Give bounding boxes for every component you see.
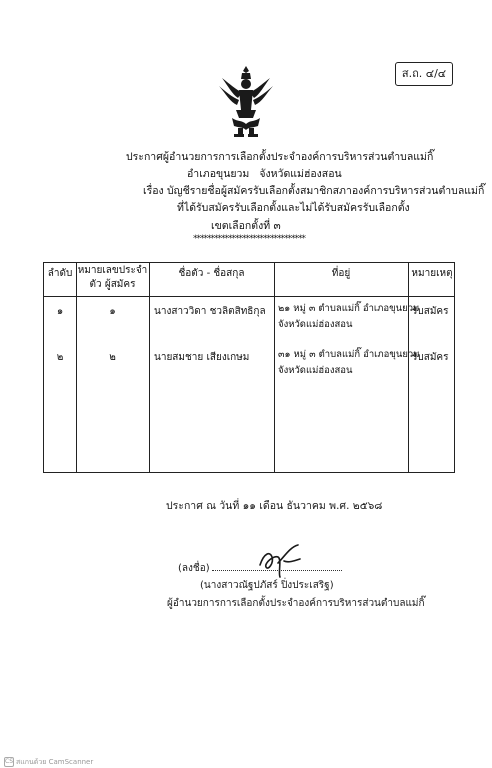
row1-remark: รับสมัคร: [412, 306, 449, 317]
row2-candidate-number: ๒: [109, 352, 116, 363]
announcement-title: ประกาศผู้อำนวยการการเลือกตั้งประจำองค์การบริหารส่วนตำบลแม่กิ๊: [126, 151, 434, 163]
signer-name: (นางสาวณัฐปภัสร์ ปิ่งประเสริฐ): [200, 580, 334, 591]
announcement-location: [187, 165, 342, 182]
separator-stars: ********************************: [193, 234, 305, 244]
row2-name: นายสมชาย เสียงเกษม: [154, 352, 250, 363]
province-label: จังหวัดแม่ฮ่องสอน: [259, 168, 342, 180]
announcement-date: ประกาศ ณ วันที่ ๑๑ เดือน ธันวาคม พ.ศ. ๒๕๖๘: [166, 500, 383, 512]
scanner-watermark: [4, 757, 93, 768]
signature-label: (ลงชื่อ): [178, 563, 210, 574]
row1-order: ๑: [56, 306, 64, 317]
row1-address-line1: ๒๑ หมู่ ๓ ตำบลแม่กิ๊ อำเภอขุนยวม: [278, 303, 420, 314]
row2-remark: รับสมัคร: [412, 352, 449, 363]
column-divider: [76, 263, 77, 472]
handwritten-signature: [254, 543, 304, 579]
camscanner-icon: CS: [5, 758, 13, 765]
row2-address-line2: จังหวัดแม่ฮ่องสอน: [278, 365, 353, 376]
signer-position: ผู้อำนวยการการเลือกตั้งประจำองค์การบริหารส่วนตำบลแม่กิ๊: [167, 598, 425, 609]
header-divider: [44, 296, 454, 297]
form-code-badge: ส.ถ. ๔/๔: [395, 62, 453, 86]
header-order: ลำดับ: [47, 268, 73, 279]
column-divider: [274, 263, 275, 472]
row2-address-line1: ๓๑ หมู่ ๓ ตำบลแม่กิ๊ อำเภอขุนยวม: [278, 349, 420, 360]
announcement-subject-line2: ที่ได้รับสมัครรับเลือกตั้งและไม่ได้รับสมัครรับเลือกตั้ง: [177, 202, 410, 214]
announcement-subject-line1: เรื่อง บัญชีรายชื่อผู้สมัครรับเลือกตั้งสมาชิกสภาองค์การบริหารส่วนตำบลแม่กิ๊: [143, 185, 485, 197]
column-divider: [149, 263, 150, 472]
scanner-watermark-text: สแกนด้วย CamScanner: [16, 758, 94, 766]
row2-order: ๒: [56, 352, 64, 363]
row2-address: [278, 347, 420, 379]
candidate-table: [43, 262, 455, 473]
header-name: ชื่อตัว - ชื่อสกุล: [178, 268, 245, 279]
header-address: ที่อยู่: [331, 268, 351, 279]
header-remark: หมายเหตุ: [411, 268, 453, 279]
constituency-label: เขตเลือกตั้งที่ ๓: [211, 220, 281, 232]
district-label: อำเภอขุนยวม: [187, 168, 250, 180]
row1-address: [278, 301, 419, 333]
row1-address-line2: จังหวัดแม่ฮ่องสอน: [278, 319, 353, 330]
row1-candidate-number: ๑: [109, 306, 116, 317]
row1-name: นางสาววิดา ชวลิตสิทธิกุล: [154, 306, 266, 317]
header-candidate-number: หมายเลขประจำตัว ผู้สมัคร: [77, 265, 148, 290]
garuda-emblem-icon: [218, 64, 274, 138]
